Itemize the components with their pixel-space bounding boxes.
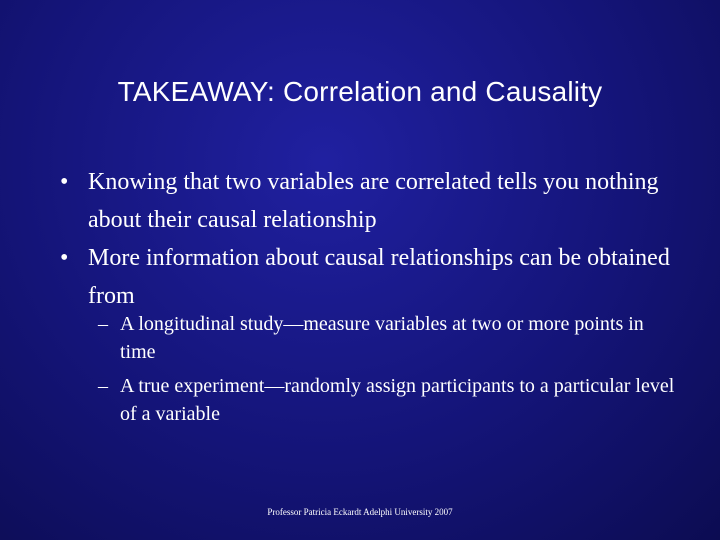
bullet-item xyxy=(60,239,680,315)
subbullet-text: A true experiment—randomly assign participants to a particular level of a variable xyxy=(120,375,675,425)
bullet-text: Knowing that two variables are correlated tells you nothing about their causal relationship xyxy=(88,169,659,233)
dash-marker: – xyxy=(98,375,108,397)
slide-footer: Professor Patricia Eckardt Adelphi University 2007 xyxy=(267,507,453,517)
subbullet-item xyxy=(98,310,678,366)
subbullet-item xyxy=(98,372,678,428)
bullet-list xyxy=(60,163,680,315)
dash-marker: – xyxy=(98,313,108,335)
subbullet-list xyxy=(98,310,678,434)
bullet-item xyxy=(60,163,680,239)
bullet-marker: • xyxy=(60,169,69,195)
slide-title: TAKEAWAY: Correlation and Causality xyxy=(117,76,603,107)
bullet-marker: • xyxy=(60,245,69,271)
bullet-text: More information about causal relationships can be obtained from xyxy=(88,245,670,309)
subbullet-text: A longitudinal study—measure variables at two or more points in time xyxy=(120,313,644,363)
